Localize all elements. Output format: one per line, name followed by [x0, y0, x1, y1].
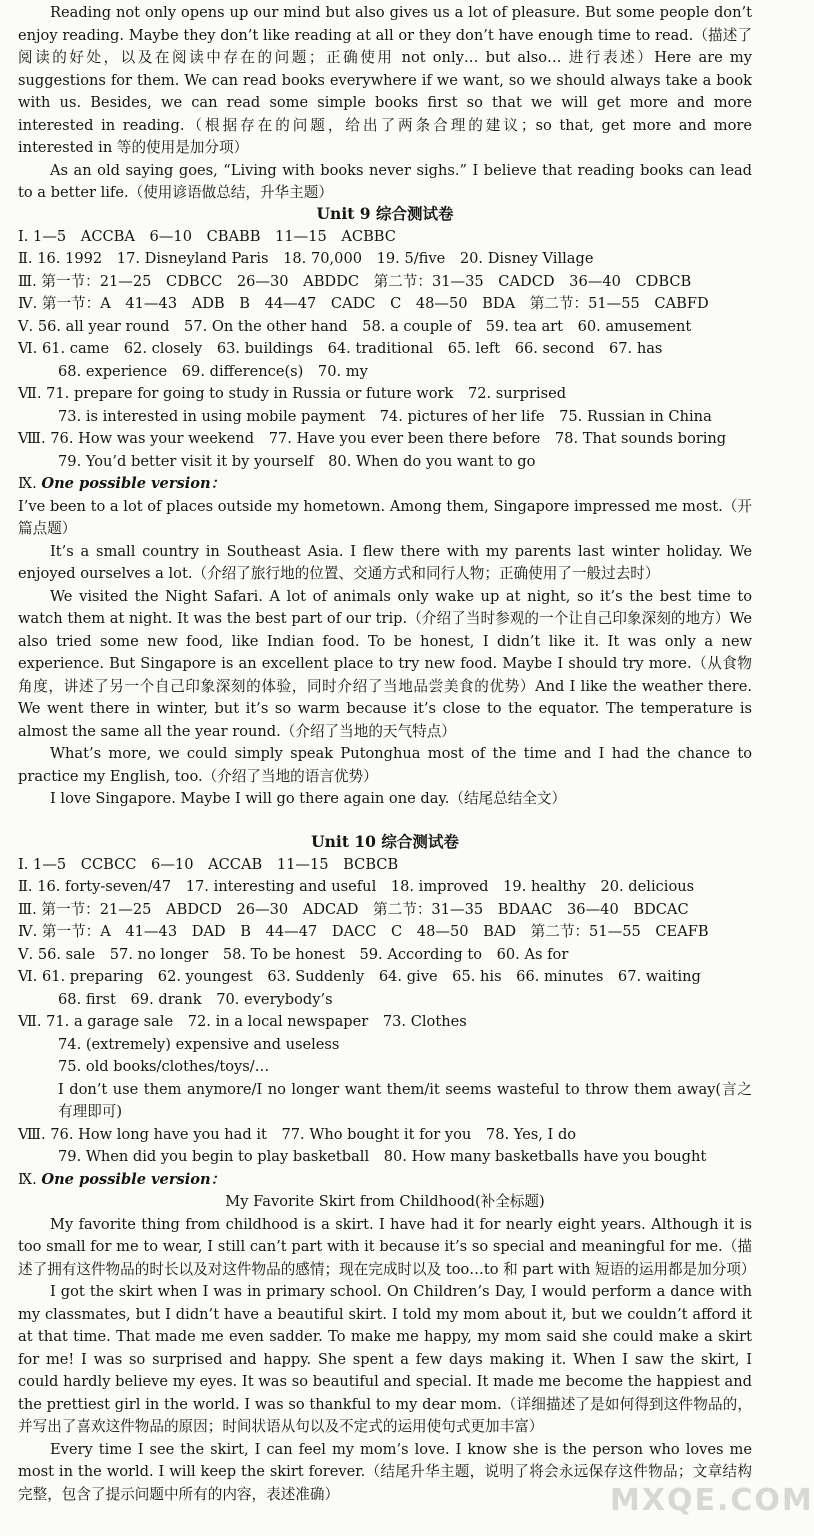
answer-line: Ⅰ. 1—5 ACCBA 6—10 CBABB 11—15 ACBBC	[18, 227, 396, 245]
answer-line: Ⅴ. 56. all year round 57. On the other hand 58. a couple of 59. tea art 60. amusement	[18, 317, 692, 335]
essay-paragraph: I got the skirt when I was in primary school. On Children’s Day, I would perform a dance with my classmates, but I didn’t have a beautiful skirt. I told my mom about it, but we couldn’t afford it at that time. That made me even sadder. To make me happy, my mom said she could make a skirt for me! I was so surprised and happy. She spent a few days making it. When I saw the skirt, I could hardly believe my eyes. It was so beautiful and special. It made me become the happiest and the prettiest girl in the world. I was so thankful to my dear mom.（详细描述了是如何得到这件物品的，并写出了喜欢这件物品的原因；时间状语从句以及不定式的运用使句式更加丰富）	[18, 1283, 752, 1435]
essay-paragraph: As an old saying goes, “Living with books never sighs.” I believe that reading books can lead to a better life.（使用谚语做总结，升华主题）	[18, 161, 752, 201]
essay-paragraph: It’s a small country in Southeast Asia. I flew there with my parents last winter holiday. We enjoyed ourselves a lot.（介绍了旅行地的位置、交通方式和同行人物；正确使用了一般过去时）	[18, 542, 752, 582]
essay-paragraph: What’s more, we could simply speak Putonghua most of the time and I had the chance to practice my English, too.（介绍了当地的语言优势）	[18, 745, 752, 785]
essay-paragraph: I’ve been to a lot of places outside my hometown. Among them, Singapore impressed me most.（开篇点题）	[18, 497, 752, 537]
writing-label	[18, 1169, 752, 1192]
unit9-section	[18, 203, 752, 811]
section-title: Unit 10 综合测试卷	[311, 832, 459, 851]
watermark-logo: MXQE.COM	[610, 1483, 814, 1518]
essay-paragraph: Every time I see the skirt, I can feel my mom’s love. I know she is the person who loves me most in the world. I will keep the skirt forever.（结尾升华主题，说明了将会永远保存这件物品；文章结构完整，包含了提示问题中所有的内容，表述准确）	[18, 1440, 752, 1503]
unit8-essay	[18, 2, 752, 205]
answer-line: Ⅰ. 1—5 CCBCC 6—10 ACCAB 11—15 BCBCB	[18, 855, 399, 873]
answer-line: Ⅶ. 71. a garage sale 72. in a local newspaper 73. Clothes	[18, 1013, 467, 1030]
answer-line: 74. (extremely) expensive and useless	[58, 1035, 340, 1053]
answer-line: Ⅳ. 第一节：A 41—43 DAD B 44—47 DACC C 48—50 BAD 第二节：51—55 CEAFB	[18, 923, 709, 940]
answer-line: 75. old books/clothes/toys/…	[58, 1058, 270, 1075]
answer-line: Ⅴ. 56. sale 57. no longer 58. To be honest 59. According to 60. As for	[18, 945, 569, 963]
answer-line: 79. You’d better visit it by yourself 80. When do you want to go	[58, 452, 536, 470]
answer-line: Ⅷ. 76. How long have you had it 77. Who bought it for you 78. Yes, I do	[18, 1125, 577, 1143]
essay-paragraph: Reading not only opens up our mind but also gives us a lot of pleasure. But some people don’t enjoy reading. Maybe they don’t like reading at all or they don’t have enough time to read.（描述了阅读的好处，以及在阅读中存在的问题；正确使用 not only… but also… 进行表述）Here are my suggestions for them. We can read books everywhere if we want, so we should always take a book with us. Besides, we can read some simple books first so that we will get more and more interested in reading.（根据存在的问题，给出了两条合理的建议；so that, get more and more interested in 等的使用是加分项）	[18, 4, 752, 156]
answer-line: Ⅳ. 第一节：A 41—43 ADB B 44—47 CADC C 48—50 BDA 第二节：51—55 CABFD	[18, 295, 709, 312]
section-number: Ⅸ.	[18, 1170, 42, 1188]
answer-line: Ⅵ. 61. preparing 62. youngest 63. Suddenly 64. give 65. his 66. minutes 67. waiting	[18, 968, 701, 985]
unit10-section	[18, 831, 756, 1506]
answer-line: Ⅱ. 16. 1992 17. Disneyland Paris 18. 70,000 19. 5/five 20. Disney Village	[18, 250, 594, 267]
answer-line: 68. experience 69. difference(s) 70. my	[58, 362, 368, 380]
answer-line: Ⅶ. 71. prepare for going to study in Russia or future work 72. surprised	[18, 385, 567, 402]
answer-line: Ⅷ. 76. How was your weekend 77. Have you ever been there before 78. That sounds boring	[18, 430, 727, 447]
essay-title: My Favorite Skirt from Childhood(补全标题)	[225, 1193, 545, 1210]
version-label: One possible version：	[41, 475, 226, 492]
answer-line: Ⅲ. 第一节：21—25 ABDCD 26—30 ADCAD 第二节：31—35 BDAAC 36—40 BDCAC	[18, 900, 689, 918]
answer-line: I don’t use them anymore/I no longer want them/it seems wasteful to throw them away(言之有理即可)	[58, 1080, 752, 1120]
answer-line: 79. When did you begin to play basketball 80. How many basketballs have you bought	[58, 1148, 707, 1165]
answer-line: Ⅱ. 16. forty-seven/47 17. interesting and useful 18. improved 19. healthy 20. delicious	[18, 878, 695, 895]
essay-paragraph: I love Singapore. Maybe I will go there again one day.（结尾总结全文）	[50, 790, 567, 807]
section-title: Unit 9 综合测试卷	[316, 204, 454, 223]
answer-line: 73. is interested in using mobile payment 74. pictures of her life 75. Russian in China	[58, 407, 712, 425]
section-number: Ⅸ.	[18, 475, 42, 492]
answer-line: Ⅵ. 61. came 62. closely 63. buildings 64. traditional 65. left 66. second 67. has	[18, 340, 663, 357]
writing-label	[18, 473, 752, 496]
answer-line: Ⅲ. 第一节：21—25 CDBCC 26—30 ABDDC 第二节：31—35 CADCD 36—40 CDBCB	[18, 272, 692, 290]
essay-paragraph: We visited the Night Safari. A lot of animals only wake up at night, so it’s the best time to watch them at night. It was the best part of our trip.（介绍了当时参观的一个让自己印象深刻的地方）We also tried some new food, like Indian food. To be honest, I didn’t like it. It was only a new experience. But Singapore is an excellent place to try new food. Maybe I should try more.（从食物角度，讲述了另一个自己印象深刻的体验，同时介绍了当地品尝美食的优势）And I like the weather there. We went there in winter, but it’s so warm because it’s close to the equator. The temperature is almost the same all the year round.（介绍了当地的天气特点）	[18, 587, 752, 740]
version-label: One possible version：	[41, 1170, 226, 1188]
essay-paragraph: My favorite thing from childhood is a skirt. I have had it for nearly eight years. Although it is too small for me to wear, I still can’t part with it because it’s so special and meaningful for me.（描述了拥有这件物品的时长以及对这件物品的感情；现在完成时以及 too…to 和 part with 短语的运用都是加分项）	[18, 1215, 756, 1278]
answer-line: 68. first 69. drank 70. everybody’s	[58, 990, 333, 1008]
